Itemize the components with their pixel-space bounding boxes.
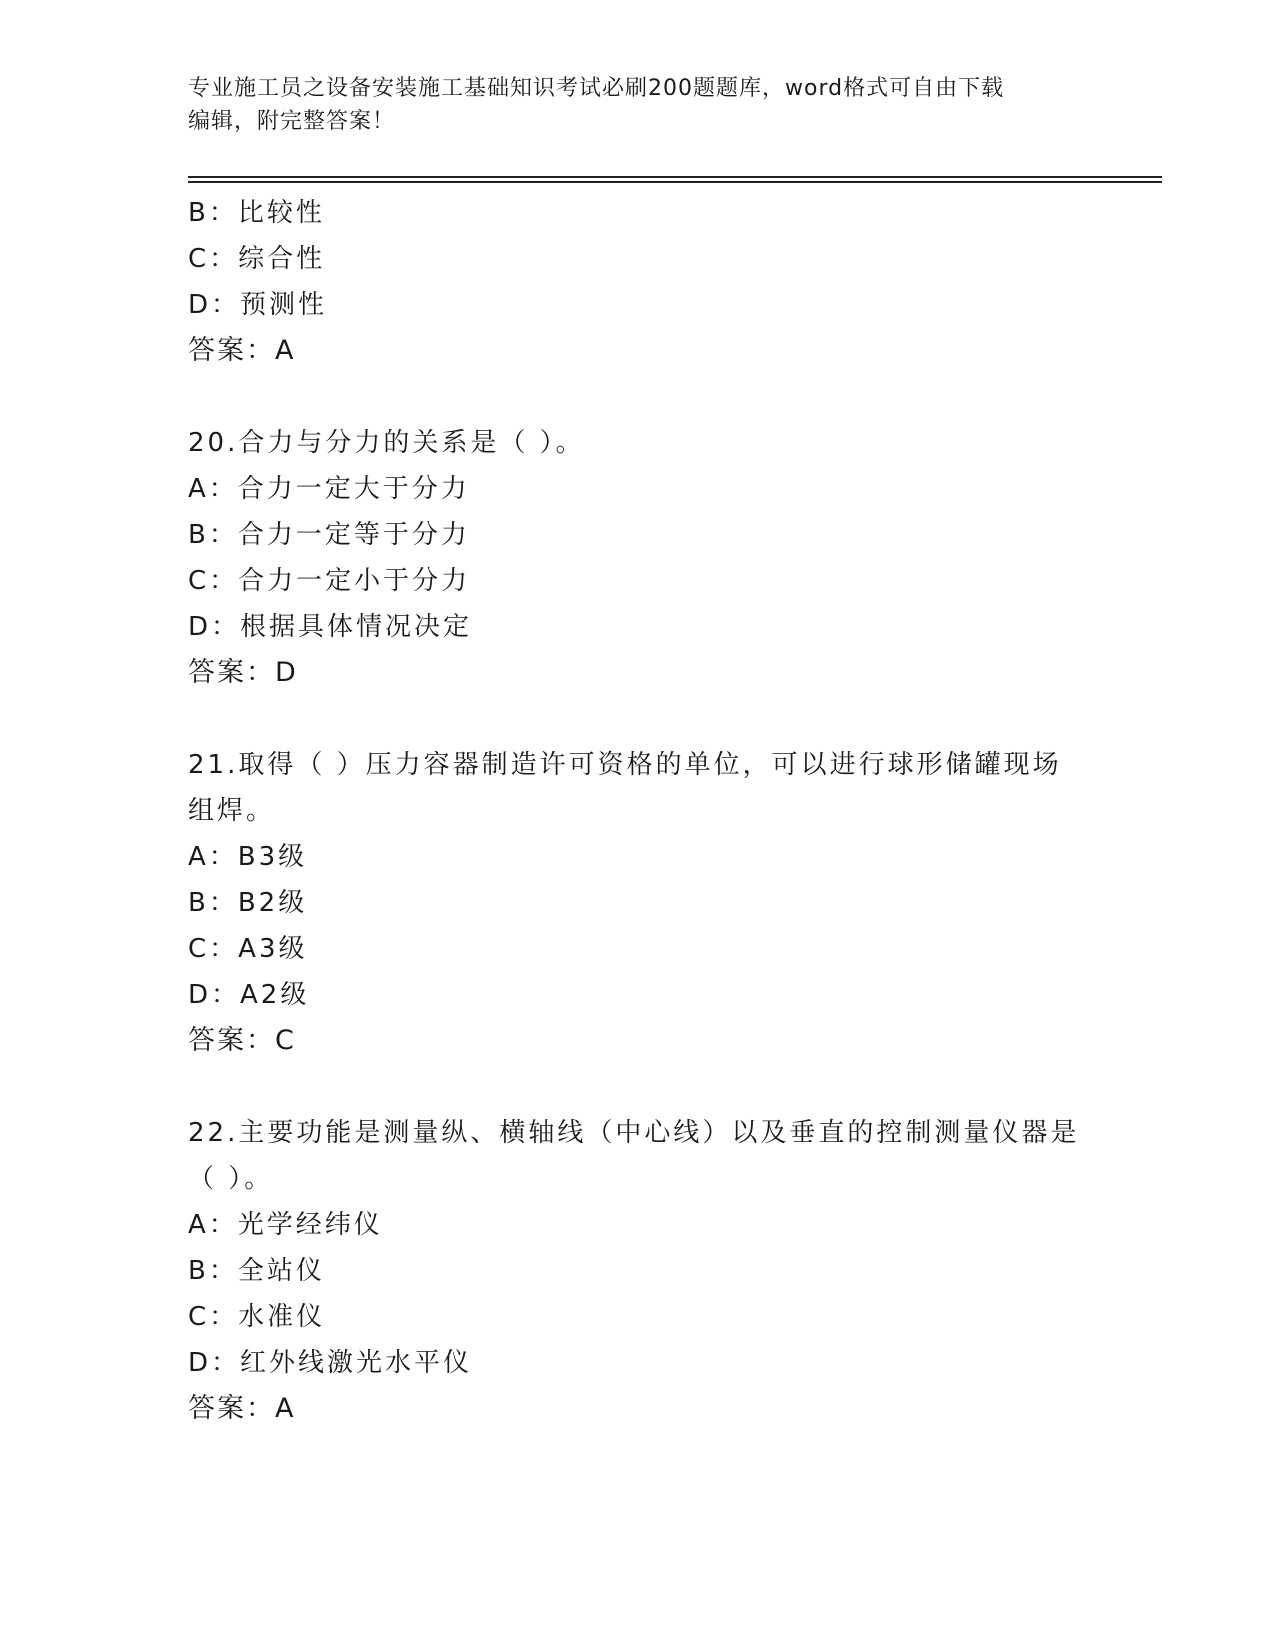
q20-answer: 答案：D <box>188 657 298 688</box>
document-header <box>188 72 1088 138</box>
q20-option-c: C：合力一定小于分力 <box>188 566 471 596</box>
q22-option-d: D：红外线激光水平仪 <box>188 1348 473 1378</box>
header-divider-bottom <box>188 181 1162 183</box>
q20-option-d: D：根据具体情况决定 <box>188 612 473 642</box>
header-title-line1: 专业施工员之设备安装施工基础知识考试必刷200题题库，word格式可自由下载 <box>188 76 1005 101</box>
q20-option-a: A：合力一定大于分力 <box>188 474 470 504</box>
q19-option-b: B：比较性 <box>188 198 325 228</box>
q21-option-a: A：B3级 <box>188 842 308 872</box>
q22-option-a: A：光学经纬仪 <box>188 1210 383 1240</box>
q19-answer: 答案：A <box>188 335 296 366</box>
q22-answer: 答案：A <box>188 1393 296 1424</box>
q20-option-b: B：合力一定等于分力 <box>188 520 470 550</box>
q21-question-line2: 组焊。 <box>188 796 276 826</box>
question-20-block <box>188 420 1088 696</box>
document-content <box>188 190 1088 1478</box>
q22-question-line2: （ ）。 <box>188 1164 274 1194</box>
header-title-line2: 编辑，附完整答案！ <box>188 109 396 134</box>
q21-option-b: B：B2级 <box>188 888 308 918</box>
question-22-block <box>188 1110 1088 1432</box>
q22-question-line1: 22.主要功能是测量纵、横轴线（中心线）以及垂直的控制测量仪器是 <box>188 1118 1080 1148</box>
header-divider-top <box>188 176 1162 178</box>
q21-option-d: D：A2级 <box>188 980 310 1010</box>
q22-option-c: C：水准仪 <box>188 1302 326 1332</box>
q19-option-c: C：综合性 <box>188 244 326 274</box>
q21-option-c: C：A3级 <box>188 934 308 964</box>
q19-option-d: D：预测性 <box>188 290 328 320</box>
q20-question: 20.合力与分力的关系是（ ）。 <box>188 428 585 458</box>
question-19-block <box>188 190 1088 374</box>
question-21-block <box>188 742 1088 1064</box>
q22-option-b: B：全站仪 <box>188 1256 325 1286</box>
q21-question-line1: 21.取得（ ）压力容器制造许可资格的单位，可以进行球形储罐现场 <box>188 750 1062 780</box>
q21-answer: 答案：C <box>188 1025 296 1056</box>
